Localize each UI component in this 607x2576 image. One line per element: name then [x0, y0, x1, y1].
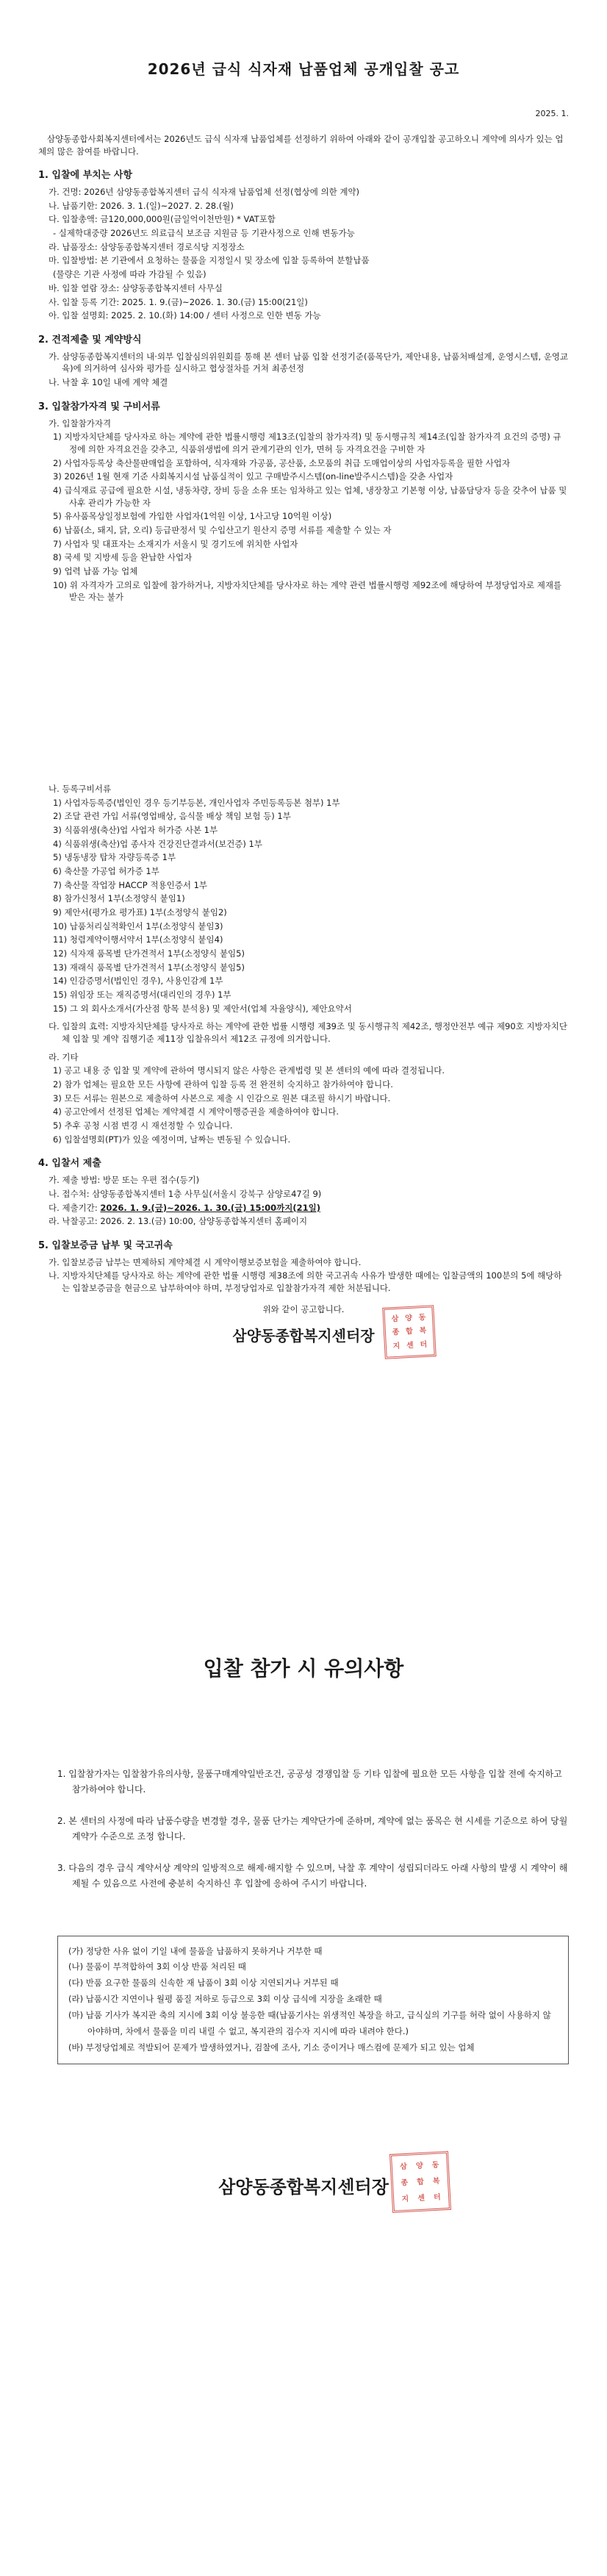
termination-condition: (다) 반품 요구한 물품의 신속한 재 납품이 3회 이상 지연되거나 거부된 때 — [68, 1978, 339, 1989]
qualification-item: 5) 유사품목상일정보험에 가입한 사업자(1억원 이상, 1사고당 10억원 이상) — [53, 511, 332, 522]
blank-gap — [38, 1684, 569, 1750]
document-item: 1) 사업자등록증(법인인 경우 등기부등본, 개인사업자 주민등록등본 첨부) 1부 — [53, 797, 340, 808]
s4-item: 가. 제출 방법: 방문 또는 우편 접수(등기) — [49, 1175, 200, 1186]
closing-statement: 위와 같이 공고합니다. — [262, 1303, 345, 1314]
etc-item: 1) 공고 내용 중 입찰 및 계약에 관하여 명시되지 않은 사항은 관계법령 및 본 센터의 예에 따라 결정됩니다. — [53, 1065, 445, 1076]
document-item: 12) 식자재 품목별 단가견적서 1부(소정양식 붙임5) — [53, 948, 245, 959]
termination-condition: (나) 물품이 부적합하여 3회 이상 반품 처리된 때 — [68, 1961, 246, 1972]
document-item: 15) 그 외 회사소개서(가산점 항목 분석용) 및 제안서(업체 자율양식), 제안요약서 — [53, 1003, 352, 1014]
termination-condition: (가) 정당한 사유 없이 기일 내에 물품을 납품하지 못하거나 거부한 때 — [68, 1945, 323, 1956]
s1-item-note: - 실제학대중량 2026년도 의료급식 보조금 지원금 등 기관사정으로 인해 변동가능 — [53, 228, 355, 239]
qualification-item: 6) 납품(소, 돼지, 닭, 오리) 등급판정서 및 수입산고기 원산지 증명 서류를 제출할 수 있는 자 — [53, 524, 392, 535]
document-item: 8) 참가신청서 1부(소정양식 붙임1) — [53, 893, 185, 904]
organization-name: 삼양동종합복지센터장 — [232, 1327, 375, 1345]
s1-item: 사. 입찰 등록 기간: 2025. 1. 9.(금)~2026. 1. 30.(금) 15:00(21일) — [49, 296, 308, 307]
s1-item: 바. 입찰 열람 장소: 삼양동종합복지센터 사무실 — [49, 282, 223, 293]
section-4-title: 4. 입찰서 제출 — [38, 1158, 101, 1170]
document-item: 6) 축산물 가공업 허가증 1부 — [53, 865, 159, 876]
document-item: 4) 식품위생(축산)업 종사자 건강진단결과서(보건증) 1부 — [53, 838, 262, 849]
qualification-item: 2) 사업자등록상 축산물판매업을 포함하여, 식자재와 가공품, 공산품, 소모품의 취급 도매업이상의 사업자등록을 필한 사업자 — [53, 457, 511, 468]
qualification-item: 9) 업력 납품 가능 업체 — [53, 565, 138, 576]
announcement-title: 2026년 급식 식자재 납품업체 공개입찰 공고 — [147, 60, 460, 78]
s4-item: 나. 접수처: 삼양동종합복지센터 1층 사무실(서울시 강북구 삼양로47길 9) — [49, 1188, 322, 1199]
termination-condition: (마) 납품 기사가 복지관 축의 지시에 3회 이상 불응한 때(납품기사는 위생적인 복장을 하고, 급식실의 기구를 허락 없이 사용하지 않아야하며, 차에서 물품을 미리 내릴 수 없고, 복지관의 검수자 지시에 따라 내려야 한다.) — [68, 2009, 551, 2036]
s1-item: 라. 납품장소: 삼양동종합복지센터 경로식당 지정장소 — [49, 241, 245, 252]
qualification-item: 7) 사업자 및 대표자는 소재지가 서울시 및 경기도에 위치한 사업자 — [53, 538, 298, 549]
document-item: 9) 제안서(평가요 평가표) 1부(소정양식 붙임2) — [53, 907, 227, 917]
organization-name: 삼양동종합복지센터장 — [218, 2176, 389, 2197]
announcement-date: 2025. 1. — [535, 109, 569, 118]
official-seal: 삼 양 동 종 합 복 지 센 터 — [389, 2150, 451, 2212]
period-value: 2026. 1. 9.(금)~2026. 1. 30.(금) 15:00까지(21일) — [100, 1202, 320, 1213]
s4-item-period — [49, 1202, 569, 1214]
etc-item: 3) 모든 서류는 원본으로 제출하여 사본으로 제출 시 인감으로 원본 대조필 하시기 바랍니다. — [53, 1092, 391, 1103]
signature-block — [38, 2160, 569, 2203]
etc-item: 5) 추후 공청 시점 변경 시 재선정할 수 있습니다. — [53, 1120, 233, 1131]
document-item: 13) 재래식 품목별 단가견적서 1부(소정양식 붙임5) — [53, 962, 245, 973]
section-5-title: 5. 입찰보증금 납부 및 국고귀속 — [38, 1239, 173, 1251]
document-item: 3) 식품위생(축산)업 사업자 허가증 사본 1부 — [53, 824, 218, 835]
s1-item: 아. 입찰 설명회: 2025. 2. 10.(화) 14:00 / 센터 사정으로 인한 변동 가능 — [49, 310, 321, 321]
section-3-title: 3. 입찰참가자격 및 구비서류 — [38, 401, 160, 412]
section-2-title: 2. 견적제출 및 계약방식 — [38, 334, 142, 346]
precautions-title: 입찰 참가 시 유의사항 — [203, 1656, 404, 1681]
qualification-item: 1) 지방자치단체를 당사자로 하는 계약에 관한 법률시행령 제13조(입찰의 참가자격) 및 동시행규칙 제14조(입찰 참가자격 요건의 증명) 규정에 의한 자격요건을 갖추고, 식품위생법에 의거 관계기관의 인가, 면허 등 자격요건을 구비한 자 — [53, 432, 561, 454]
document-item: 7) 축산물 작업장 HACCP 적용인증서 1부 — [53, 879, 208, 890]
qualification-item: 10) 위 자격자가 고의로 입찰에 참가하거나, 지방자치단체를 당사자로 하는 계약 관련 법률시행령 제92조에 해당하여 부정당업자로 제재를 받은 자는 불가 — [53, 579, 562, 603]
s3-subheading: 나. 등록구비서류 — [49, 783, 112, 794]
precaution-note: 2. 본 센터의 사정에 따라 납품수량을 변경할 경우, 물품 단가는 계약단가에 준하며, 계약에 없는 품목은 현 시세를 기준으로 하여 당월 계약가 수준으로 조정 합니다. — [57, 1815, 568, 1842]
s1-item: 가. 건명: 2026년 삼양동종합복지센터 급식 식자재 납품업체 선정(협상에 의한 계약) — [49, 187, 360, 198]
s3-subheading: 가. 입찰참가자격 — [49, 418, 112, 429]
document-item: 15) 위임장 또는 재직증명서(대리인의 경우) 1부 — [53, 990, 231, 1001]
document-item: 2) 조달 관련 가입 서류(영업배상, 음식물 배상 책임 보험 등) 1부 — [53, 811, 291, 822]
qualification-item: 4) 급식재료 공급에 필요한 시설, 냉동차량, 장비 등을 소유 또는 임차하고 있는 업체, 냉장창고 기본형 이상, 납품담당자 등을 갖추어 납품 및 사후 관리가 가능한 자 — [53, 484, 567, 508]
bid-validity: 다. 입찰의 효력: 지방자치단체를 당사자로 하는 계약에 관한 법률 시행령 제39조 및 동시행규칙 제42조, 행정안전부 예규 제90호 지방자치단체 입찰 및 계약 집행기준 제11장 입찰유의서 제12조 규정에 의거합니다. — [49, 1021, 568, 1045]
section-1-title: 1. 입찰에 부치는 사항 — [38, 170, 133, 182]
s5-item: 가. 입찰보증금 납부는 면제하되 계약체결 시 계약이행보증보험을 제출하여야 합니다. — [49, 1256, 362, 1267]
s2-item: 나. 낙찰 후 10일 내에 계약 체결 — [49, 377, 168, 388]
s2-item: 가. 삼양동종합복지센터의 내·외부 입찰심의위원회를 통해 본 센터 납품 입찰 선정기준(품목단가, 제안내용, 납품처배설계, 운영시스템, 운영교육)에 의거하여 심사와 평가를 실시하고 협상절차를 거쳐 최종선정 — [49, 351, 569, 374]
precautions-section — [0, 1632, 607, 2576]
s5-item: 나. 지방자치단체를 당사자로 하는 계약에 관한 법률 시행령 제38조에 의한 국고귀속 사유가 발생한 때에는 입찰금액의 100분의 5에 해당하는 입찰보증금을 현금으로 납부하여야 하며, 부정당업자로 입찰참가자격 제한 처분됩니다. — [49, 1270, 562, 1294]
period-label: 다. 제출기간: — [49, 1202, 101, 1213]
s4-item: 라. 낙찰공고: 2026. 2. 13.(금) 10:00, 삼양동종합복지센터 홈페이지 — [49, 1216, 308, 1227]
etc-item: 4) 공고안에서 선정된 업체는 계약체결 시 계약이행증권을 제출하여야 합니다. — [53, 1106, 340, 1117]
termination-condition: (라) 납품시간 지연이나 월평 품질 저하로 등급으로 3회 이상 급식에 지장을 초래한 때 — [68, 1994, 382, 2005]
signature-block — [38, 1314, 569, 1351]
qualification-item: 3) 2026년 1월 현재 기준 사회복지시설 납품실적이 있고 구매발주시스템(on-line발주시스템)을 갖춘 사업자 — [53, 471, 453, 482]
s1-item: 다. 입찰총액: 금120,000,000원(금일억이천만원) * VAT포함 — [49, 214, 276, 225]
termination-conditions-box — [57, 1936, 569, 2064]
blank-gap — [38, 605, 569, 781]
s1-item: 마. 입찰방법: 본 기관에서 요청하는 물품을 지정일시 및 장소에 입찰 등록하여 분할납품 — [49, 255, 370, 266]
intro-paragraph: 삼양동종합사회복지센터에서는 2026년도 급식 식자재 납품업체를 선정하기 위하여 아래와 같이 공개입찰 공고하오니 계약에 의사가 있는 업체의 많은 참여를 바랍니다. — [38, 133, 564, 157]
precaution-note: 3. 다음의 경우 급식 계약서상 계약의 일방적으로 해제·해지할 수 있으며, 낙찰 후 계약이 성립되더라도 아래 사항의 발생 시 계약이 해제될 수 있음으로 사전에 충분히 숙지하신 후 입찰에 응하여 주시기 바랍니다. — [57, 1862, 568, 1889]
qualification-item: 8) 국세 및 지방세 등을 완납한 사업자 — [53, 552, 193, 563]
document-item: 10) 납품처리실적확인서 1부(소정양식 붙임3) — [53, 920, 223, 931]
official-seal: 삼 양 동 종 합 복 지 센 터 — [382, 1306, 437, 1360]
s1-item-note: (물량은 기관 사정에 따라 가감될 수 있음) — [53, 269, 206, 280]
etc-item: 2) 참가 업체는 필요한 모든 사항에 관하여 입찰 등록 전 완전히 숙지하고 참가하여야 합니다. — [53, 1079, 393, 1090]
termination-condition: (바) 부정당업체로 적발되어 문제가 발생하였거나, 검찰에 조사, 기소 중이거나 매스컴에 문제가 되고 있는 업체 — [68, 2042, 475, 2053]
etc-item: 6) 입찰설명회(PT)가 있을 예정이며, 날짜는 변동될 수 있습니다. — [53, 1134, 291, 1145]
s1-item: 나. 납품기한: 2026. 3. 1.(일)~2027. 2. 28.(월) — [49, 200, 234, 211]
document-item: 5) 냉동냉장 탑차 자량등록증 1부 — [53, 852, 176, 863]
precaution-note: 1. 입찰참가자는 입찰참가유의사항, 물품구매계약일반조건, 공공성 경쟁입찰 등 기타 입찰에 필요한 모든 사항을 입찰 전에 숙지하고 참가하여야 합니다. — [57, 1768, 562, 1795]
s3-subheading: 라. 기타 — [49, 1051, 79, 1062]
document-item: 11) 청렴계약이행서약서 1부(소정양식 붙임4) — [53, 934, 223, 945]
document-item: 14) 인감증명서(법인인 경우), 사용인감계 1부 — [53, 976, 223, 987]
